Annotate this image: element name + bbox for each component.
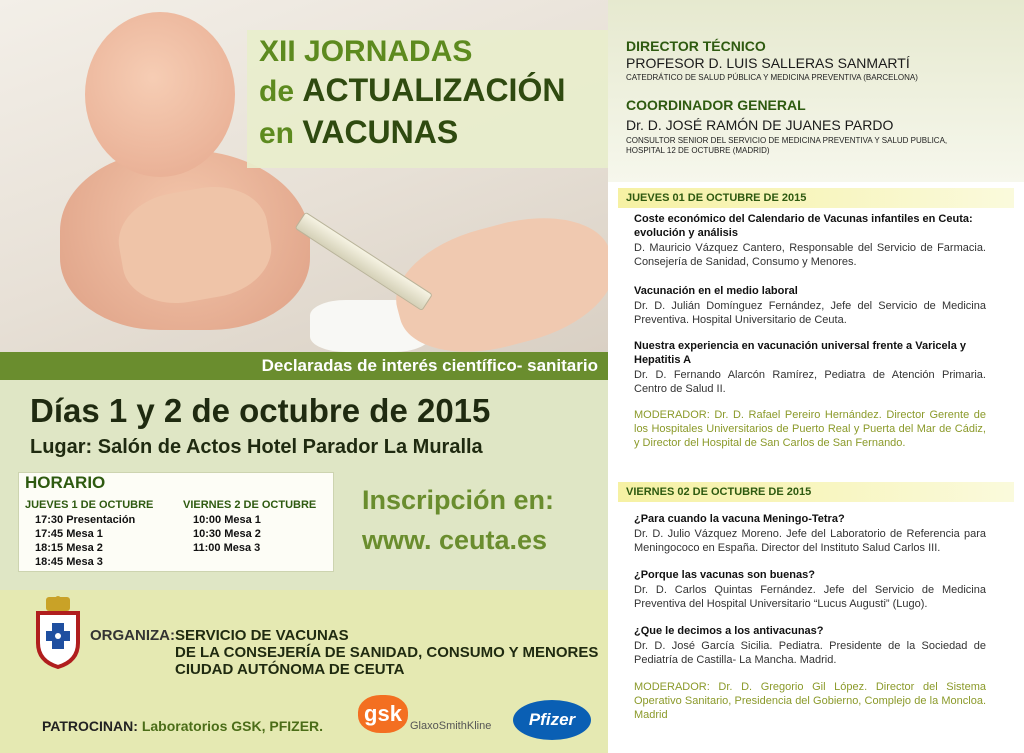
talk-title: Coste económico del Calendario de Vacunas infantiles en Ceuta: evolución y análisis bbox=[634, 213, 973, 239]
event-title bbox=[247, 30, 608, 168]
schedule-slot: 11:00 Mesa 3 bbox=[193, 542, 261, 554]
organizer-line: DE LA CONSEJERÍA DE SANIDAD, CONSUMO Y MENORES bbox=[175, 644, 599, 661]
credits-header bbox=[608, 0, 1024, 182]
schedule-slot: 18:45 Mesa 3 bbox=[35, 556, 103, 568]
talk-title: ¿Que le decimos a los antivacunas? bbox=[634, 625, 824, 637]
sponsors-text bbox=[42, 718, 323, 734]
schedule-title: HORARIO bbox=[25, 473, 106, 492]
dates-section bbox=[0, 380, 608, 590]
talk-speaker: Dr. D. Julio Vázquez Moreno. Jefe del Laboratorio de Referencia para Meningococo en España. Director del Instituto Salud Carlos III. bbox=[634, 528, 986, 554]
sponsors-label: PATROCINAN: bbox=[42, 718, 138, 734]
talk-title: Nuestra experiencia en vacunación universal frente a Varicela y Hepatitis A bbox=[634, 340, 966, 366]
director-name: PROFESOR D. LUIS SALLERAS SANMARTÍ bbox=[626, 55, 910, 71]
schedule-day-2 bbox=[183, 499, 316, 555]
talk-item bbox=[634, 568, 986, 611]
talk-speaker: D. Mauricio Vázquez Cantero, Responsable del Servicio de Farmacia. Consejería de Sanidad, Consumo y Menores. bbox=[634, 242, 986, 268]
talk-item bbox=[634, 284, 986, 327]
coordinator-name: Dr. D. JOSÉ RAMÓN DE JUANES PARDO bbox=[626, 117, 894, 133]
gsk-logo-name: GlaxoSmithKline bbox=[410, 720, 492, 732]
schedule-box bbox=[18, 472, 334, 572]
organizer-line: SERVICIO DE VACUNAS bbox=[175, 627, 349, 644]
declaration-bar bbox=[0, 352, 608, 380]
schedule-slot: 10:30 Mesa 2 bbox=[193, 528, 261, 540]
program-day-2-heading: VIERNES 02 DE OCTUBRE DE 2015 bbox=[618, 482, 1014, 502]
title-line-1: XII JORNADAS bbox=[259, 35, 473, 68]
baby-head bbox=[85, 12, 235, 177]
coordinator-heading: COORDINADOR GENERAL bbox=[626, 97, 806, 113]
syringe-icon bbox=[295, 212, 433, 312]
talk-speaker: Dr. D. Julián Domínguez Fernández, Jefe del Servicio de Medicina Preventiva. Hospital Universitario de Ceuta. bbox=[634, 300, 986, 326]
coordinator-title: HOSPITAL 12 DE OCTUBRE (MADRID) bbox=[626, 146, 770, 155]
organizer-label: ORGANIZA: bbox=[90, 627, 175, 644]
moderator-day-2: MODERADOR: Dr. D. Gregorio Gil López. Director del Sistema Operativo Sanitario, Presidencia del Gobierno, Complejo de la Moncloa. Madrid bbox=[634, 681, 986, 721]
declaration-text: Declaradas de interés científico- sanitario bbox=[261, 356, 598, 375]
talk-speaker: Dr. D. José García Sicilia. Pediatra. Presidente de la Sociedad de Pediatría de Castilla- La Mancha. Madrid. bbox=[634, 640, 986, 666]
program-day-1-heading: JUEVES 01 DE OCTUBRE DE 2015 bbox=[618, 188, 1014, 208]
coordinator-title: CONSULTOR SENIOR DEL SERVICIO DE MEDICINA PREVENTIVA Y SALUD PUBLICA, bbox=[626, 136, 948, 145]
organizer-line: CIUDAD AUTÓNOMA DE CEUTA bbox=[175, 661, 405, 678]
talk-speaker: Dr. D. Carlos Quintas Fernández. Jefe del Servicio de Medicina Preventiva del Hospital Universitario “Lucus Augusti” (Lugo). bbox=[634, 584, 986, 610]
registration-url[interactable]: www. ceuta.es bbox=[362, 525, 548, 555]
pfizer-logo: Pfizer bbox=[513, 700, 591, 740]
right-panel bbox=[608, 0, 1024, 753]
talk-speaker: Dr. D. Fernando Alarcón Ramírez, Pediatra de Atención Primaria. Centro de Salud II. bbox=[634, 369, 986, 395]
ceuta-coat-of-arms-icon bbox=[34, 595, 82, 669]
gsk-logo: gsk bbox=[358, 695, 408, 733]
title-line-3: en VACUNAS bbox=[259, 114, 459, 150]
talk-title: Vacunación en el medio laboral bbox=[634, 285, 798, 297]
schedule-slot: 10:00 Mesa 1 bbox=[193, 514, 261, 526]
registration-label: Inscripción en: bbox=[362, 485, 555, 515]
talk-item bbox=[634, 339, 986, 396]
schedule-day-1 bbox=[25, 499, 153, 569]
talk-title: ¿Porque las vacunas son buenas? bbox=[634, 569, 815, 581]
baby-vaccination-photo bbox=[0, 0, 608, 352]
title-line-2: de ACTUALIZACIÓN bbox=[259, 72, 566, 108]
sponsors-names: Laboratorios GSK, PFIZER. bbox=[141, 718, 324, 734]
organizer-section bbox=[0, 590, 608, 753]
schedule-slot: 17:30 Presentación bbox=[35, 514, 136, 526]
moderator-day-1: MODERADOR: Dr. D. Rafael Pereiro Hernández. Director Gerente de los Hospitales Universitarios de Puerto Real y Puerta del Mar de Cádiz, y Director del Hospital de San Carlos de San Fernando. bbox=[634, 409, 986, 449]
talk-title: ¿Para cuando la vacuna Meningo-Tetra? bbox=[634, 513, 845, 525]
talk-item bbox=[634, 512, 986, 555]
talk-item bbox=[634, 212, 986, 269]
schedule-slot: 18:15 Mesa 2 bbox=[35, 542, 103, 554]
hand-right bbox=[383, 199, 608, 352]
talk-item bbox=[634, 624, 986, 667]
schedule-day-2-label: VIERNES 2 DE OCTUBRE bbox=[183, 499, 317, 511]
director-title: CATEDRÁTICO DE SALUD PÚBLICA Y MEDICINA PREVENTIVA (BARCELONA) bbox=[626, 73, 918, 82]
director-heading: DIRECTOR TÉCNICO bbox=[626, 38, 766, 54]
event-dates: Días 1 y 2 de octubre de 2015 bbox=[30, 392, 491, 429]
schedule-slot: 17:45 Mesa 1 bbox=[35, 528, 103, 540]
event-venue: Lugar: Salón de Actos Hotel Parador La Muralla bbox=[30, 436, 483, 458]
schedule-day-1-label: JUEVES 1 DE OCTUBRE bbox=[25, 499, 154, 511]
